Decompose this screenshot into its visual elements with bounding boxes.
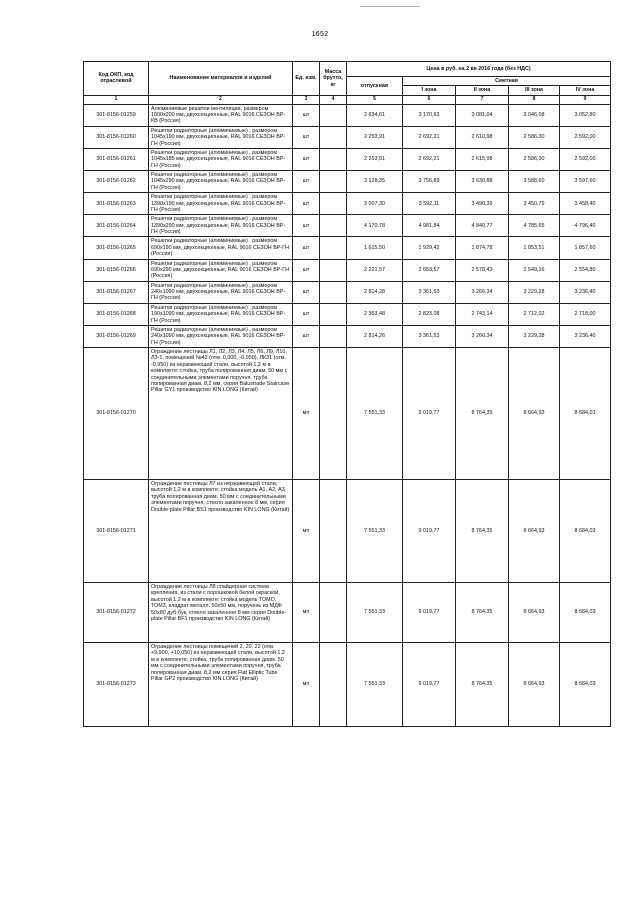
row-zone-4-price: 3 597,60 (560, 171, 611, 193)
table-row (84, 148, 611, 170)
table-row (84, 303, 611, 325)
row-zone-3-price: 4 785,65 (509, 215, 560, 237)
row-zone-1-price: 9 019,77 (403, 583, 456, 643)
table-row (84, 583, 611, 643)
row-unit: шт (293, 281, 320, 303)
table-row (84, 281, 611, 303)
row-mass (320, 126, 347, 148)
row-wholesale-price: 7 551,33 (347, 643, 403, 727)
row-name: Решетки радиаторные (алюминиевые) , размером 240х1090 мм, двухсекционные, RAL 9016 СЕЗОН ВР-ГН (Россия) (149, 325, 293, 347)
column-number: 6 (403, 95, 456, 104)
row-unit: шт (293, 237, 320, 259)
row-mass (320, 237, 347, 259)
header-code: Код ОКП, код отраслевой (84, 62, 149, 96)
row-code: 301-8156-01270 (84, 348, 149, 480)
header-name: Наименование материалов и изделий (149, 62, 293, 96)
row-code: 301-8156-01264 (84, 215, 149, 237)
row-zone-4-price: 2 592,00 (560, 148, 611, 170)
row-name: Решетки радиаторные (алюминиевые) , размером 1045х190 мм, двухсекционные, RAL 9016 СЕЗОН ВР-ГН (Россия) (149, 126, 293, 148)
row-zone-3-price: 2 586,30 (509, 126, 560, 148)
row-zone-4-price: 3 458,40 (560, 193, 611, 215)
row-wholesale-price: 3 128,35 (347, 171, 403, 193)
row-code: 301-8156-01271 (84, 480, 149, 583)
table-row (84, 104, 611, 126)
row-wholesale-price: 2 634,61 (347, 104, 403, 126)
row-zone-3-price: 8 664,93 (509, 643, 560, 727)
row-unit: мп (293, 480, 320, 583)
row-code: 301-8156-01268 (84, 303, 149, 325)
row-wholesale-price: 2 253,91 (347, 148, 403, 170)
table-row (84, 259, 611, 281)
row-wholesale-price: 3 007,30 (347, 193, 403, 215)
row-zone-1-price: 2 653,57 (403, 259, 456, 281)
row-zone-4-price: 8 684,03 (560, 583, 611, 643)
row-zone-1-price: 9 019,77 (403, 643, 456, 727)
row-wholesale-price: 7 551,33 (347, 480, 403, 583)
row-unit: шт (293, 148, 320, 170)
row-zone-4-price: 2 554,80 (560, 259, 611, 281)
row-code: 301-8156-01265 (84, 237, 149, 259)
row-name: Ограждение лестницы Л8 спайдерная система крепления, из стали с порошковой белой окраской, высотой 1,2 м в комплекте: стойка модель ТОМО, ТОМ3, кладрат металл. 50х50 мм, поручень из МДФ 50х80 дуб-бук, стекло закаленное 8 мм серия Double-plate Pillar BF1 производство KIN LONG (Китай) (149, 583, 293, 643)
row-zone-2-price: 4 840,77 (456, 215, 509, 237)
row-wholesale-price: 7 551,33 (347, 348, 403, 480)
row-unit: шт (293, 303, 320, 325)
header-zone-2: II зона (456, 86, 509, 95)
row-zone-2-price: 2 615,98 (456, 148, 509, 170)
price-table (83, 61, 611, 727)
row-zone-1-price: 3 756,89 (403, 171, 456, 193)
row-wholesale-price: 2 363,48 (347, 303, 403, 325)
row-unit: шт (293, 325, 320, 347)
row-unit: шт (293, 259, 320, 281)
header-price-group: Цена в руб. на 2 кв 2016 года (без НДС) (347, 62, 611, 77)
row-zone-2-price: 8 764,35 (456, 348, 509, 480)
row-mass (320, 348, 347, 480)
header-wholesale: отпускная (347, 77, 403, 96)
row-zone-2-price: 3 266,34 (456, 281, 509, 303)
row-mass (320, 325, 347, 347)
row-code: 301-8156-01272 (84, 583, 149, 643)
row-zone-2-price: 1 874,78 (456, 237, 509, 259)
row-name: Решетки радиаторные (алюминиевые) , размером 240х1090 мм, двухсекционные, RAL 9016 СЕЗОН ВР-ГН (Россия) (149, 281, 293, 303)
column-number: 3 (293, 95, 320, 104)
row-zone-2-price: 2 743,14 (456, 303, 509, 325)
row-zone-3-price: 3 450,79 (509, 193, 560, 215)
row-zone-1-price: 3 592,11 (403, 193, 456, 215)
row-zone-4-price: 8 684,03 (560, 480, 611, 583)
row-unit: шт (293, 193, 320, 215)
row-zone-3-price: 8 664,93 (509, 348, 560, 480)
row-mass (320, 281, 347, 303)
row-zone-2-price: 8 764,35 (456, 480, 509, 583)
row-mass (320, 643, 347, 727)
row-zone-2-price: 3 266,34 (456, 325, 509, 347)
row-zone-2-price: 2 578,43 (456, 259, 509, 281)
column-number: 2 (149, 95, 293, 104)
table-row (84, 480, 611, 583)
row-wholesale-price: 1 615,50 (347, 237, 403, 259)
row-zone-4-price: 8 684,03 (560, 643, 611, 727)
table-row (84, 348, 611, 480)
row-zone-1-price: 2 692,21 (403, 148, 456, 170)
row-zone-3-price: 3 229,28 (509, 325, 560, 347)
top-edge-line (360, 6, 420, 7)
row-mass (320, 259, 347, 281)
row-zone-1-price: 4 981,84 (403, 215, 456, 237)
row-zone-2-price: 8 764,35 (456, 583, 509, 643)
row-wholesale-price: 7 551,33 (347, 583, 403, 643)
row-zone-4-price: 2 718,00 (560, 303, 611, 325)
row-zone-3-price: 2 549,16 (509, 259, 560, 281)
table-row (84, 215, 611, 237)
row-code: 301-8156-01262 (84, 171, 149, 193)
row-name: Алюминиевые решетки вентиляции, размером 1000х200 мм, двухсекционные, RAL 9016 СЕЗОН ВР-КВ (Россия) (149, 104, 293, 126)
row-zone-3-price: 8 664,93 (509, 480, 560, 583)
row-zone-1-price: 9 019,77 (403, 348, 456, 480)
row-code: 301-8156-01269 (84, 325, 149, 347)
column-number: 5 (347, 95, 403, 104)
header-zone-3: III зона (509, 86, 560, 95)
row-wholesale-price: 2 814,28 (347, 281, 403, 303)
table-row (84, 193, 611, 215)
row-mass (320, 303, 347, 325)
row-name: Решетки радиаторные (алюминиевые) , размером 1390х290 мм, двухсекционные, RAL 9016 СЕЗОН ВР-ГН (Россия) (149, 215, 293, 237)
row-mass (320, 215, 347, 237)
row-zone-1-price: 3 361,53 (403, 325, 456, 347)
row-unit: шт (293, 104, 320, 126)
row-mass (320, 171, 347, 193)
header-zone-1: I зона (403, 86, 456, 95)
row-code: 301-8156-01273 (84, 643, 149, 727)
row-code: 301-8156-01266 (84, 259, 149, 281)
row-zone-2-price: 8 764,35 (456, 643, 509, 727)
row-name: Решетки радиаторные (алюминиевые) , размером 1045х290 мм, двухсекционные, RAL 9016 СЕЗОН ВР-ГН (Россия) (149, 171, 293, 193)
row-unit: шт (293, 126, 320, 148)
row-zone-1-price: 1 929,42 (403, 237, 456, 259)
row-zone-1-price: 9 019,77 (403, 480, 456, 583)
row-wholesale-price: 2 221,57 (347, 259, 403, 281)
column-number: 9 (560, 95, 611, 104)
row-zone-4-price: 1 857,60 (560, 237, 611, 259)
row-wholesale-price: 4 170,78 (347, 215, 403, 237)
row-code: 301-8156-01260 (84, 126, 149, 148)
row-code: 301-8156-01259 (84, 104, 149, 126)
row-zone-1-price: 3 170,63 (403, 104, 456, 126)
row-unit: мп (293, 583, 320, 643)
row-wholesale-price: 2 814,26 (347, 325, 403, 347)
row-zone-2-price: 3 081,04 (456, 104, 509, 126)
row-zone-3-price: 3 046,08 (509, 104, 560, 126)
row-zone-1-price: 2 692,21 (403, 126, 456, 148)
column-number: 7 (456, 95, 509, 104)
row-mass (320, 583, 347, 643)
header-unit: Ед. изм. (293, 62, 320, 96)
row-unit: мп (293, 643, 320, 727)
row-zone-2-price: 3 630,88 (456, 171, 509, 193)
column-number: 1 (84, 95, 149, 104)
row-code: 301-8156-01261 (84, 148, 149, 170)
row-zone-2-price: 3 490,39 (456, 193, 509, 215)
row-zone-3-price: 2 712,02 (509, 303, 560, 325)
row-zone-3-price: 3 588,60 (509, 171, 560, 193)
row-zone-1-price: 2 823,08 (403, 303, 456, 325)
row-code: 301-8156-01263 (84, 193, 149, 215)
row-mass (320, 148, 347, 170)
row-mass (320, 480, 347, 583)
row-unit: шт (293, 171, 320, 193)
row-zone-3-price: 8 664,93 (509, 583, 560, 643)
column-number: 4 (320, 95, 347, 104)
row-zone-2-price: 2 610,98 (456, 126, 509, 148)
row-zone-1-price: 3 361,53 (403, 281, 456, 303)
row-zone-3-price: 2 586,30 (509, 148, 560, 170)
table-row (84, 643, 611, 727)
header-zone-4: IV зона (560, 86, 611, 95)
table-row (84, 237, 611, 259)
row-code: 301-8156-01267 (84, 281, 149, 303)
header-estimated: Сметная (403, 77, 611, 86)
row-name: Ограждение лестницы Л1, Л2, Л3, Л4, Л5, Л6, Л9, Л10, Л3-1, помещений №42 (отм. 0,000, -0,950), ЛК31 (отм. -0,950) из нержавеющей стали, высотой 1,2 м в комплекте: стойка, труба полированная диам. 50 мм с соединительными элементами поручня, труба полированная диам. 8,2 мм, серия Balustrade Staircase Pillar GY1 производство KIN LONG (Китай) (149, 348, 293, 480)
row-mass (320, 193, 347, 215)
row-unit: мп (293, 348, 320, 480)
header-mass: Масса брутто, кг (320, 62, 347, 96)
table-row (84, 325, 611, 347)
table-row (84, 126, 611, 148)
row-zone-4-price: 4 796,40 (560, 215, 611, 237)
row-name: Ограждение лестницы Л7 из нержавеющей стали, высотой 1,2 м в комплекте: стойка модель А1, А2, А3, труба полированная диам. 50 мм с соединительными элементами поручня, стекло закаленное 8 мм, серия Double-plate Pillar BS1 производство KIN LONG (Китай) (149, 480, 293, 583)
row-name: Ограждение лестницы помещений 2, 20, 22 (отм. +9,900, +10,050) из нержавеющей стали, высотой 1,2 м в комплекте: стойка, труба полированная диам. 50 мм с соединительными элементами поручня, труба полированная диам. 8,2 мм серия Flat Elliptic Tube Pillar GP2 производство KIN LONG (Китай) (149, 643, 293, 727)
row-mass (320, 104, 347, 126)
row-zone-3-price: 3 229,28 (509, 281, 560, 303)
row-zone-4-price: 2 592,00 (560, 126, 611, 148)
row-name: Решетки радиаторные (алюминиевые) , размером 1390х190 мм, двухсекционные, RAL 9016 СЕЗОН ВР-ГН (Россия) (149, 193, 293, 215)
row-zone-3-price: 1 853,51 (509, 237, 560, 259)
row-name: Решетки радиаторные (алюминиевые) , размером 190х1090 мм, двухсекционные, RAL 9016 СЕЗОН ВР-ГН (Россия) (149, 303, 293, 325)
row-wholesale-price: 2 253,91 (347, 126, 403, 148)
row-unit: шт (293, 215, 320, 237)
row-zone-4-price: 3 052,80 (560, 104, 611, 126)
table-row (84, 171, 611, 193)
row-zone-4-price: 8 684,03 (560, 348, 611, 480)
row-name: Решетки радиаторные (алюминиевые) , размером 690х190 мм, двухсекционные, RAL 9016 СЕЗОН ВР-ГН (Россия) (149, 237, 293, 259)
row-zone-4-price: 3 236,40 (560, 281, 611, 303)
row-name: Решетки радиаторные (алюминиевые) , размером 1045х185 мм, двухсекционные, RAL 9016 СЕЗОН ВР-ГН (Россия) (149, 148, 293, 170)
row-zone-4-price: 3 236,40 (560, 325, 611, 347)
row-name: Решетки радиаторные (алюминиевые) , размером 690х290 мм, двухсекционные, RAL 9016 СЕЗОН ВР-ГН (Россия) (149, 259, 293, 281)
column-number: 8 (509, 95, 560, 104)
page-number: 1652 (311, 31, 329, 38)
column-number-row (84, 95, 611, 104)
